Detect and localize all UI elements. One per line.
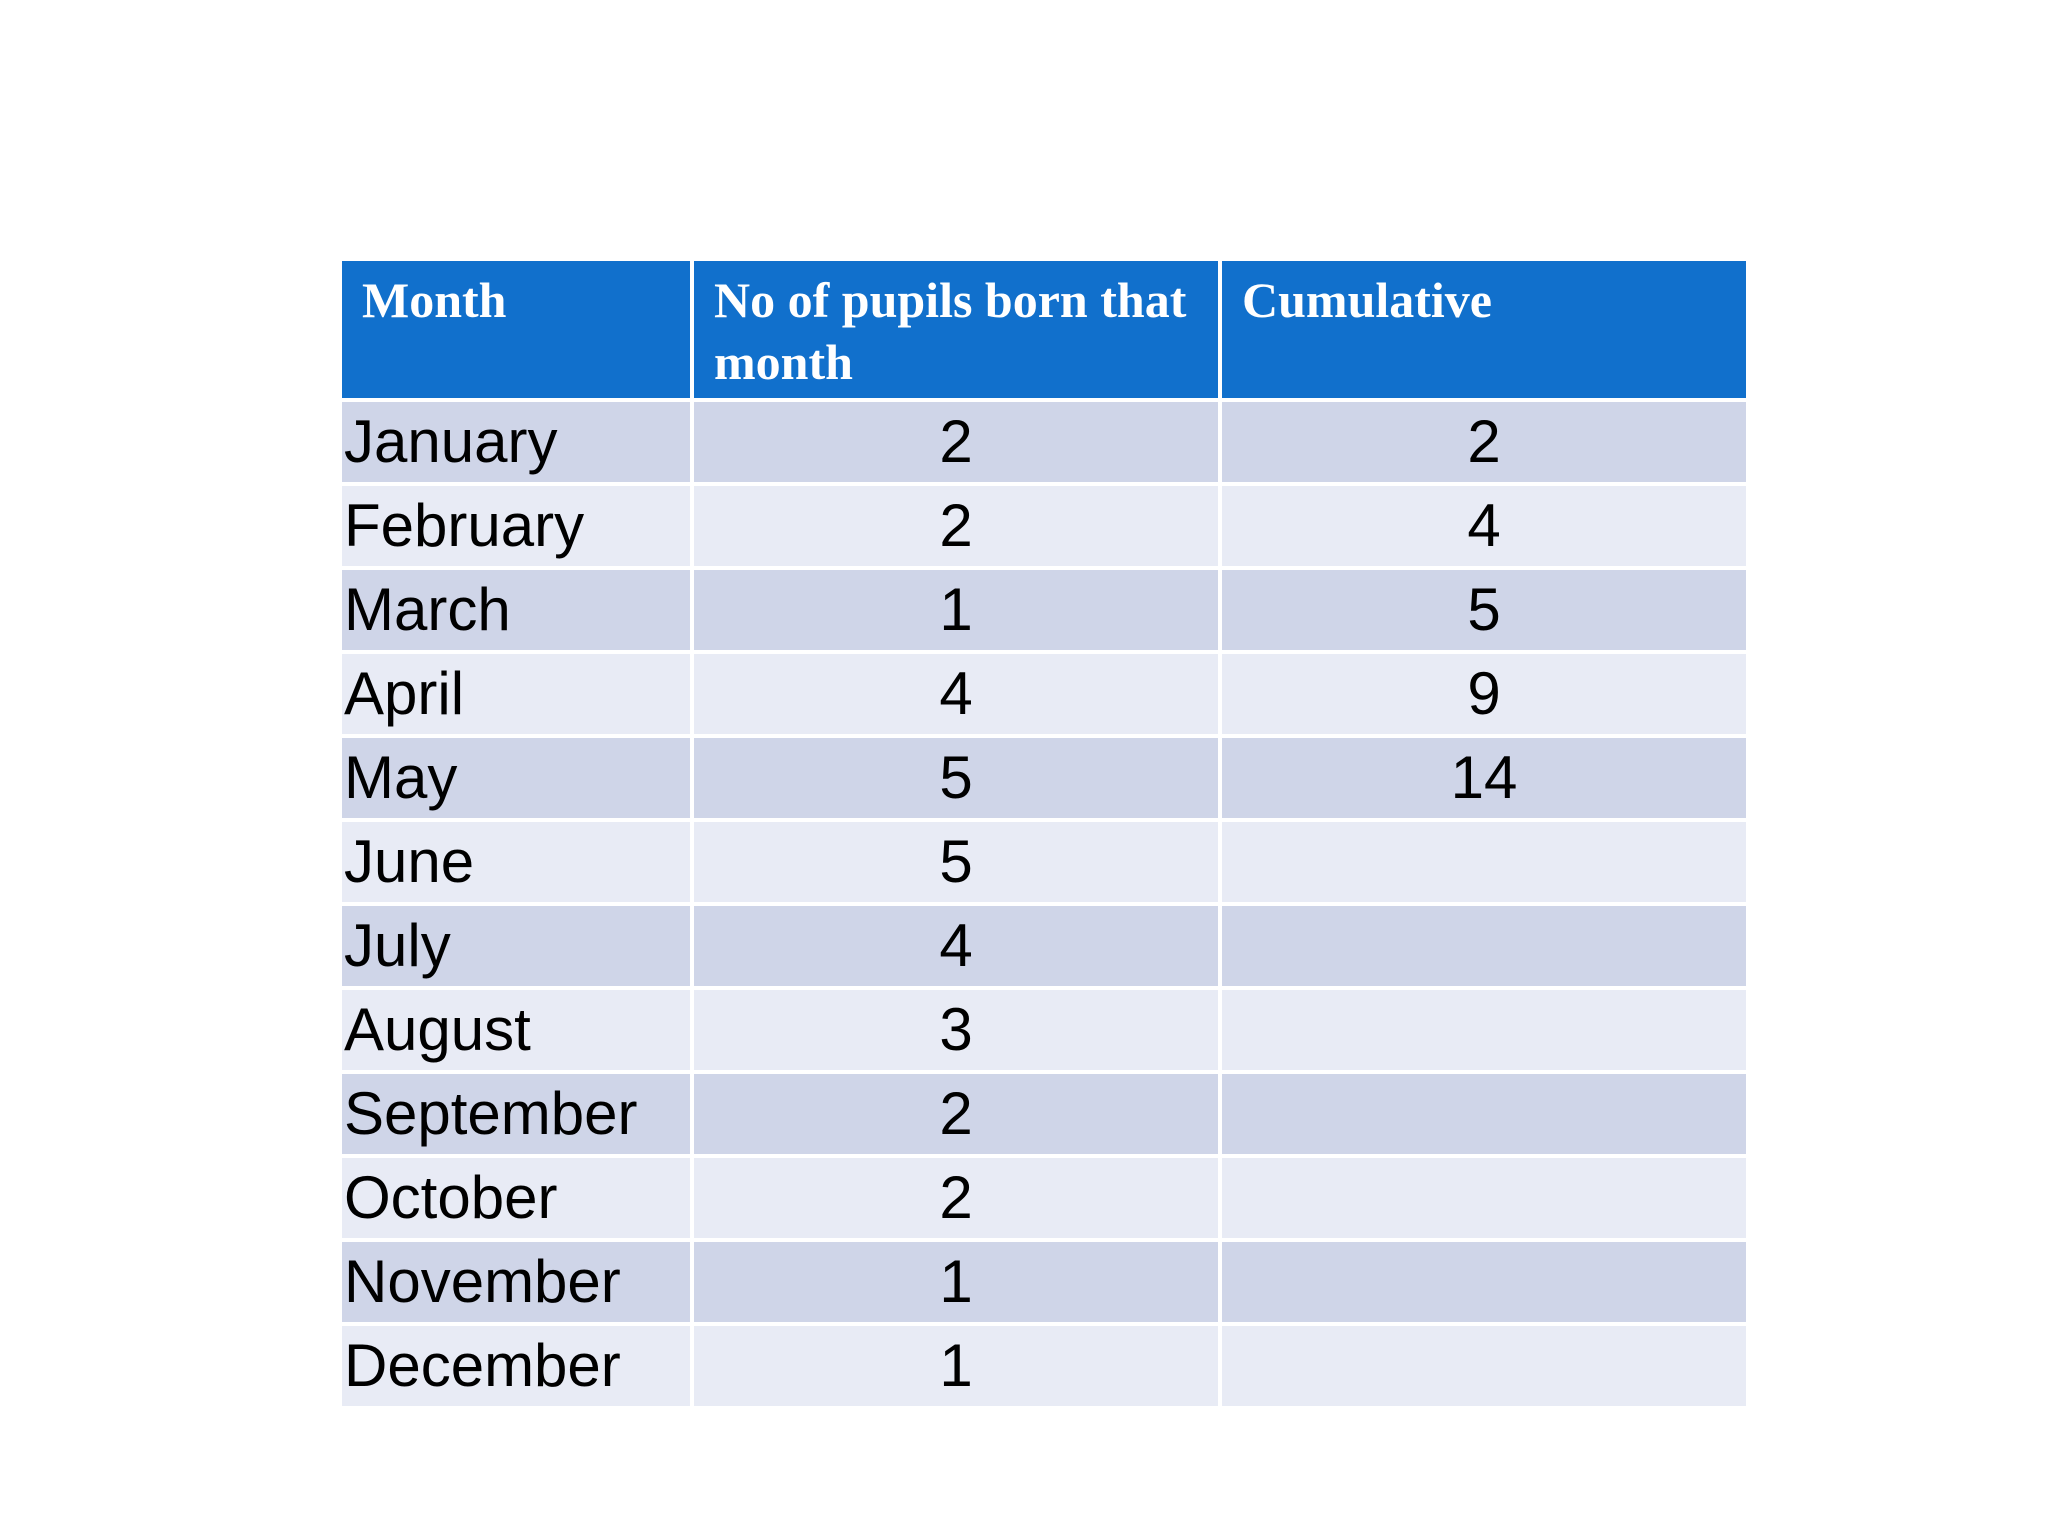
table-row — [342, 1074, 1746, 1154]
cumulative-cell: 4 — [1222, 486, 1746, 566]
pupils-cell: 3 — [694, 990, 1218, 1070]
month-cell: November — [342, 1242, 690, 1322]
table-row — [342, 1326, 1746, 1406]
pupils-cell: 5 — [694, 738, 1218, 818]
pupils-cell: 4 — [694, 654, 1218, 734]
pupils-cell: 1 — [694, 570, 1218, 650]
table-row — [342, 990, 1746, 1070]
table-row — [342, 1242, 1746, 1322]
pupils-cell: 5 — [694, 822, 1218, 902]
month-cell: January — [342, 402, 690, 482]
cumulative-cell: 14 — [1222, 738, 1746, 818]
header-pupils-born: No of pupils born that month — [694, 261, 1218, 398]
month-cell: September — [342, 1074, 690, 1154]
month-cell: April — [342, 654, 690, 734]
cumulative-cell — [1222, 822, 1746, 902]
pupils-cell: 4 — [694, 906, 1218, 986]
table-row — [342, 738, 1746, 818]
table-row — [342, 654, 1746, 734]
month-cell: June — [342, 822, 690, 902]
table-row — [342, 1158, 1746, 1238]
pupils-cell: 2 — [694, 1158, 1218, 1238]
cumulative-cell — [1222, 1326, 1746, 1406]
cumulative-cell — [1222, 990, 1746, 1070]
cumulative-cell — [1222, 906, 1746, 986]
month-cell: August — [342, 990, 690, 1070]
month-cell: July — [342, 906, 690, 986]
month-cell: May — [342, 738, 690, 818]
cumulative-cell: 5 — [1222, 570, 1746, 650]
table-row — [342, 486, 1746, 566]
month-cell: March — [342, 570, 690, 650]
cumulative-cell: 2 — [1222, 402, 1746, 482]
month-cell: October — [342, 1158, 690, 1238]
header-month: Month — [342, 261, 690, 398]
table-row — [342, 402, 1746, 482]
pupils-cell: 2 — [694, 1074, 1218, 1154]
pupils-cell: 2 — [694, 402, 1218, 482]
month-cell: February — [342, 486, 690, 566]
cumulative-cell — [1222, 1158, 1746, 1238]
month-cell: December — [342, 1326, 690, 1406]
birth-month-table — [338, 257, 1750, 1410]
pupils-cell: 2 — [694, 486, 1218, 566]
header-cumulative: Cumulative — [1222, 261, 1746, 398]
cumulative-cell: 9 — [1222, 654, 1746, 734]
table-row — [342, 570, 1746, 650]
table-row — [342, 906, 1746, 986]
pupils-cell: 1 — [694, 1326, 1218, 1406]
cumulative-cell — [1222, 1074, 1746, 1154]
cumulative-cell — [1222, 1242, 1746, 1322]
table-row — [342, 822, 1746, 902]
table-header-row — [342, 261, 1746, 398]
pupils-cell: 1 — [694, 1242, 1218, 1322]
